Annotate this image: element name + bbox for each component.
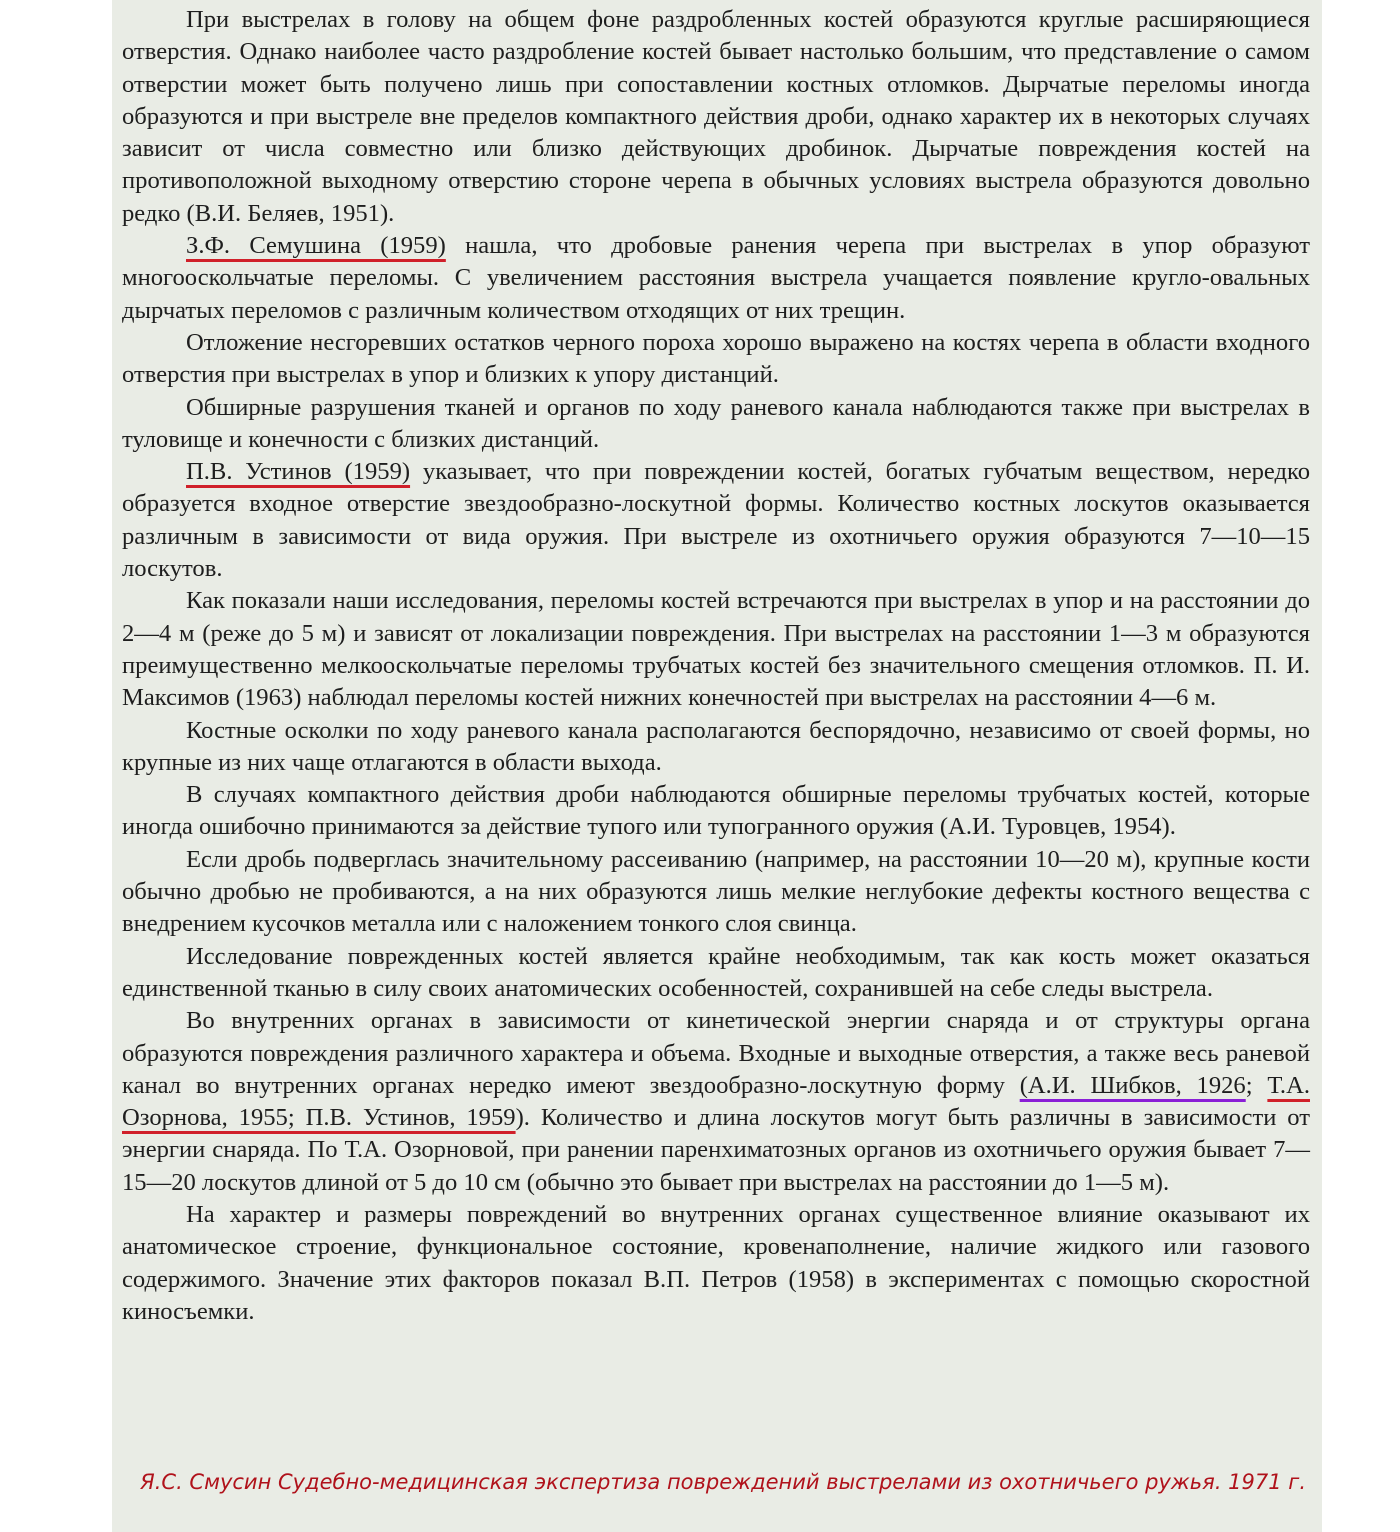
text-segment: ). Количество и длина лоскутов могут быть различны в зависимости от энергии снаряда. По Т.А. Озорновой, при ранении паренхиматозных органов из охотничьего оружия бывает 7—15—20 лоскутов длиной от 5 до 10 см (обычно это бывает при выстрелах на расстоянии до 1—5 м). <box>122 1104 1310 1196</box>
paragraph: Как показали наши исследования, переломы костей встречаются при выстрелах в упор и на расстоянии до 2—4 м (реже до 5 м) и зависят от локализации повреждения. При выстрелах на расстоянии 1—3 м образуются преимущественно мелкооскольчатые переломы трубчатых костей без значительного смещения отломков. П. И. Максимов (1963) наблюдал переломы костей нижних конечностей при выстрелах на расстоянии 4—6 м. <box>122 587 1310 712</box>
paragraph: В случаях компактного действия дроби наблюдаются обширные переломы трубчатых костей, которые иногда ошибочно принимаются за действие тупого или тупогранного оружия (А.И. Туровцев, 1954). <box>122 781 1310 841</box>
text-segment: нашла, что дробовые ранения черепа при выстрелах в упор образуют многооскольчатые переломы. С увеличением расстояния выстрела учащается появление кругло-овальных дырчатых переломов с различным количеством отходящих от них трещин. <box>122 232 1310 324</box>
paragraph: При выстрелах в голову на общем фоне раздробленных костей образуются круглые расширяющиеся отверстия. Однако наиболее часто раздробление костей бывает настолько большим, что представление о самом отверстии может быть получено лишь при сопоставлении костных отломков. Дырчатые переломы иногда образуются и при выстреле вне пределов компактного действия дроби, однако характер их в некоторых случаях зависит от числа совместно или близко действующих дробинок. Дырчатые повреждения костей на противоположной выходному отверстию стороне черепа в обычных условиях выстрела образуются довольно редко (В.И. Беляев, 1951). <box>122 6 1310 227</box>
paragraph: Исследование поврежденных костей является крайне необходимым, так как кость может оказаться единственной тканью в силу своих анатомических особенностей, сохранившей на себе следы выстрела. <box>122 942 1310 1002</box>
source-caption: Я.С. Смусин Судебно-медицинская экспертиза повреждений выстрелами из охотничьего ружья. 1971 г. <box>140 1470 1306 1494</box>
text-segment: указывает, что при повреждении костей, богатых губчатым веществом, нередко образуется входное отверстие звездообразно-лоскутной формы. Количество костных лоскутов оказывается различным в зависимости от вида оружия. При выстреле из охотничьего оружия образуются 7—10—15 лоскутов. <box>122 458 1311 583</box>
paragraph: На характер и размеры повреждений во внутренних органах существенное влияние оказывают их анатомическое строение, функциональное состояние, кровенаполнение, наличие жидкого или газового содержимого. Значение этих факторов показал В.П. Петров (1958) в экспериментах с помощью скоростной киносъемки. <box>122 1200 1310 1325</box>
underlined-citation: (А.И. Шибков, 1926 <box>1019 1071 1246 1099</box>
paragraph: Если дробь подверглась значительному рассеиванию (например, на расстоянии 10—20 м), крупные кости обычно дробью не пробиваются, а на них образуются лишь мелкие неглубокие дефекты костного вещества с внедрением кусочков металла или с наложением тонкого слоя свинца. <box>122 845 1310 938</box>
paragraph: Обширные разрушения тканей и органов по ходу раневого канала наблюдаются также при выстрелах в туловище и конечности с близких дистанций. <box>122 393 1310 453</box>
text-segment: Во внутренних органах в зависимости от кинетической энергии снаряда и от структуры органа образуются повреждения различного характера и объема. Входные и выходные отверстия, а также весь раневой канал во внутренних органах нередко имеют звездообразно-лоскутную форму <box>122 1007 1310 1099</box>
paragraph <box>122 230 1310 327</box>
underlined-citation: П.В. Устинов (1959) <box>186 458 411 486</box>
document-body <box>122 4 1310 1328</box>
paragraph <box>122 1005 1310 1199</box>
paragraph: Отложение несгоревших остатков черного пороха хорошо выражено на костях черепа в области входного отверстия при выстрелах в упор и близких к упору дистанций. <box>122 328 1310 389</box>
text-segment: ; <box>1245 1071 1268 1099</box>
paragraph: Костные осколки по ходу раневого канала располагаются беспорядочно, независимо от своей формы, но крупные из них чаще отлагаются в области выхода. <box>122 716 1310 776</box>
underlined-citation: З.Ф. Семушина (1959) <box>186 232 446 260</box>
paragraph <box>122 456 1310 585</box>
underlined-citation: Т.А. Озорнова, 1955; П.В. Устинов, 1959 <box>122 1071 1310 1132</box>
